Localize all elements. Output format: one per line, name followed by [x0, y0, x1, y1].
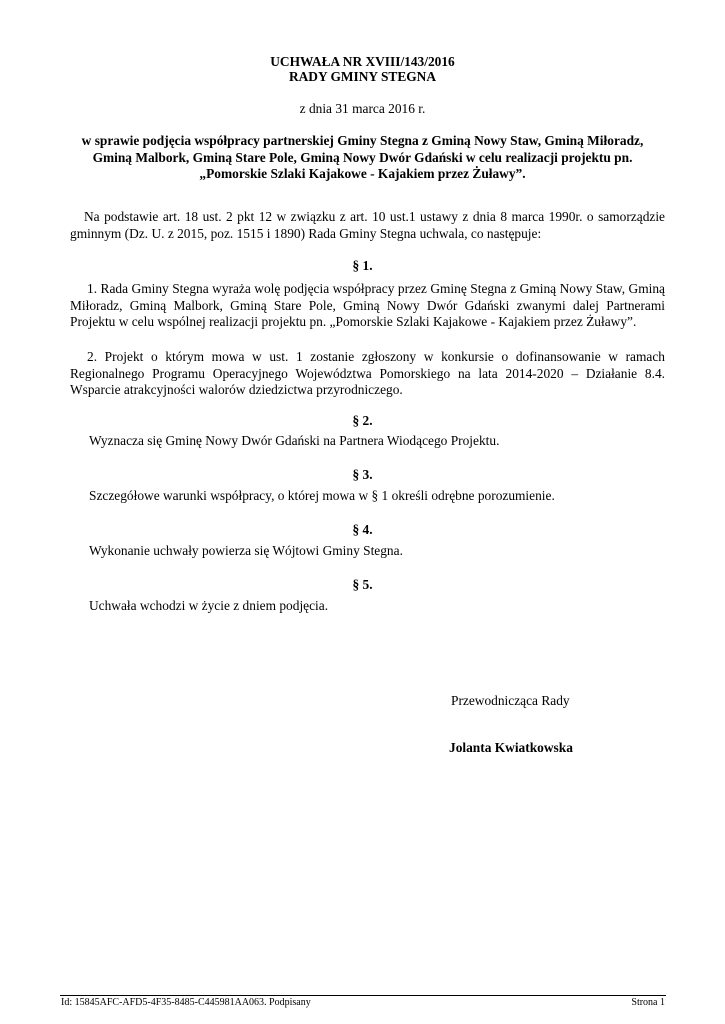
section-4-text: Wykonanie uchwały powierza się Wójtowi Gminy Stegna. [89, 543, 403, 558]
section-2-text: Wyznacza się Gminę Nowy Dwór Gdański na Partnera Wiodącego Projektu. [89, 433, 500, 448]
section-heading-4: § 4. [352, 522, 373, 537]
section-heading-3: § 3. [352, 467, 373, 482]
section-heading-2: § 2. [352, 413, 373, 428]
document-id: Id: 15845AFC-AFD5-4F35-8485-C445981AA063. Podpisany [61, 997, 311, 1008]
signatory-role: Przewodnicząca Rady [451, 693, 570, 708]
legal-basis-preamble: Na podstawie art. 18 ust. 2 pkt 12 w związku z art. 10 ust.1 ustawy z dnia 8 marca 1990r. o samorządzie gminnym (Dz. U. z 2015, poz. 1515 i 1890) Rada Gminy Stegna uchwala, co następuje: [70, 209, 665, 241]
council-name: RADY GMINY STEGNA [288, 69, 437, 84]
footer-divider [60, 995, 666, 996]
resolution-title: UCHWAŁA NR XVIII/143/2016 [270, 54, 455, 69]
section-5-text: Uchwała wchodzi w życie z dniem podjęcia. [89, 598, 329, 613]
section-heading-1: § 1. [352, 258, 373, 273]
resolution-subject: w sprawie podjęcia współpracy partnerskiej Gminy Stegna z Gminą Nowy Staw, Gminą Miłoradz, Gminą Malbork, Gminą Stare Pole, Gminą Nowy Dwór Gdański w celu realizacji projektu pn. „Pomorskie Szlaki Kajakowe - Kajakiem przez Żuławy”. [81, 133, 644, 181]
section-1-paragraph-1: 1. Rada Gminy Stegna wyraża wolę podjęcia współpracy przez Gminę Stegna z Gminą Nowy Staw, Gminą Miłoradz, Gminą Malbork, Gminą Stare Pole, Gminą Nowy Dwór Gdański zwanymi dalej Partnerami Projektu w celu wspólnej realizacji projektu pn. „Pomorskie Szlaki Kajakowe - Kajakiem przez Żuławy”. [70, 281, 665, 329]
section-3-text: Szczegółowe warunki współpracy, o której mowa w § 1 określi odrębne porozumienie. [89, 488, 555, 503]
resolution-date: z dnia 31 marca 2016 r. [299, 101, 426, 116]
page-number: Strona 1 [631, 997, 665, 1008]
signatory-name: Jolanta Kwiatkowska [449, 740, 573, 755]
section-1-paragraph-2: 2. Projekt o którym mowa w ust. 1 zostanie zgłoszony w konkursie o dofinansowanie w ramach Regionalnego Programu Operacyjnego Województwa Pomorskiego na lata 2014-2020 – Działanie 8.4. Wsparcie atrakcyjności walorów dziedzictwa przyrodniczego. [70, 349, 665, 397]
section-heading-5: § 5. [352, 577, 373, 592]
